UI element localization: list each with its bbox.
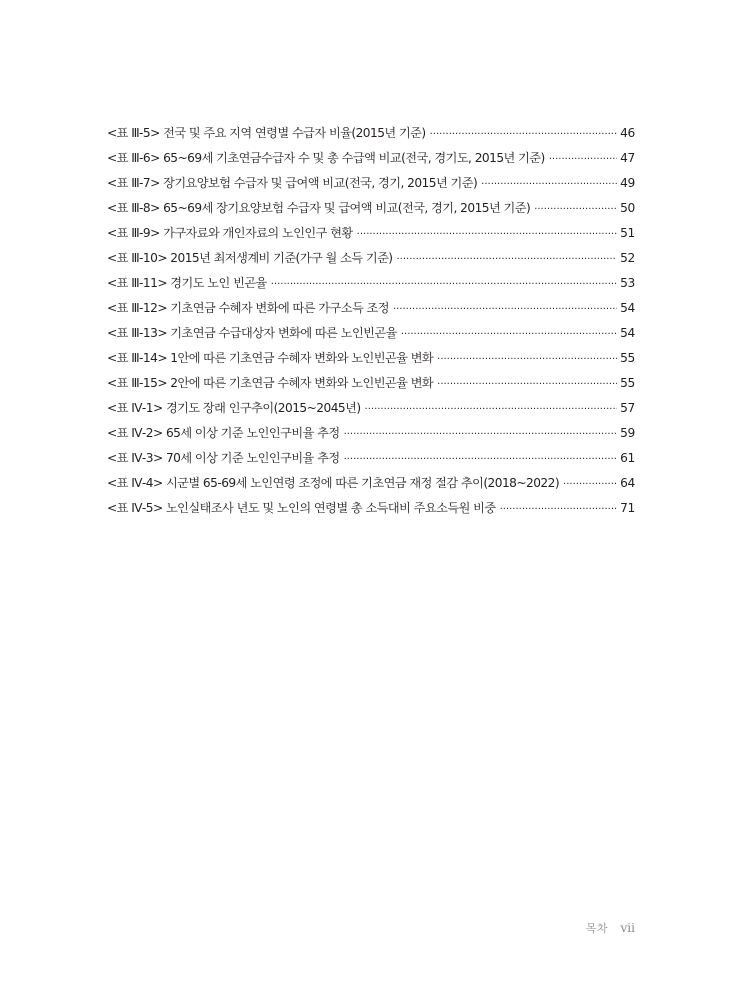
footer-section-title: 목차	[585, 922, 609, 935]
toc-entry[interactable]	[107, 346, 635, 371]
toc-dot-leader	[393, 297, 617, 322]
toc-entry-title: <표 Ⅲ-9> 가구자료와 개인자료의 노인인구 현황	[107, 226, 353, 240]
toc-dot-leader	[365, 397, 618, 422]
toc-entry-title: <표 Ⅲ-14> 1안에 따른 기초연금 수혜자 변화와 노인빈곤율 변화	[107, 351, 434, 365]
toc-entry-title: <표 Ⅲ-8> 65~69세 장기요양보험 수급자 및 급여액 비교(전국, 경기, 2015년 기준)	[107, 201, 531, 215]
toc-entry-page: 55	[620, 376, 635, 390]
toc-entry-title: <표 Ⅲ-15> 2안에 따른 기초연금 수혜자 변화와 노인빈곤율 변화	[107, 376, 434, 390]
toc-entry-page: 52	[620, 251, 635, 265]
footer-page-number: vii	[620, 921, 635, 935]
toc-entry-page: 57	[620, 401, 635, 415]
toc-entry[interactable]	[107, 396, 635, 421]
page-footer	[586, 920, 635, 936]
toc-entry-page: 49	[620, 176, 635, 190]
toc-entry-title: <표 Ⅳ-4> 시군별 65-69세 노인연령 조정에 따른 기초연금 재정 절감 추이(2018~2022)	[107, 476, 560, 490]
toc-dot-leader	[344, 447, 618, 472]
toc-entry[interactable]	[107, 271, 635, 296]
toc-dot-leader	[397, 247, 618, 272]
toc-dot-leader	[563, 472, 617, 497]
toc-entry[interactable]	[107, 221, 635, 246]
toc-entry-title: <표 Ⅳ-1> 경기도 장래 인구추이(2015~2045년)	[107, 401, 361, 415]
table-of-contents	[107, 121, 635, 521]
toc-dot-leader	[437, 347, 617, 372]
toc-entry[interactable]	[107, 196, 635, 221]
toc-dot-leader	[430, 122, 617, 147]
toc-entry-page: 54	[620, 326, 635, 340]
toc-entry[interactable]	[107, 146, 635, 171]
toc-dot-leader	[549, 147, 617, 172]
toc-entry[interactable]	[107, 446, 635, 471]
toc-entry[interactable]	[107, 371, 635, 396]
toc-entry-title: <표 Ⅲ-7> 장기요양보험 수급자 및 급여액 비교(전국, 경기, 2015년 기준)	[107, 176, 478, 190]
toc-dot-leader	[357, 222, 617, 247]
toc-dot-leader	[500, 497, 618, 522]
toc-entry-title: <표 Ⅲ-12> 기초연금 수혜자 변화에 따른 가구소득 조정	[107, 301, 389, 315]
toc-entry-title: <표 Ⅲ-13> 기초연금 수급대상자 변화에 따른 노인빈곤율	[107, 326, 397, 340]
toc-entry-title: <표 Ⅳ-5> 노인실태조사 년도 및 노인의 연령별 총 소득대비 주요소득원 비중	[107, 501, 496, 515]
toc-dot-leader	[344, 422, 618, 447]
toc-entry[interactable]	[107, 321, 635, 346]
toc-entry-page: 61	[620, 451, 635, 465]
toc-entry[interactable]	[107, 171, 635, 196]
toc-dot-leader	[437, 372, 617, 397]
toc-entry-page: 47	[620, 151, 635, 165]
toc-entry-page: 50	[620, 201, 635, 215]
toc-entry-page: 71	[620, 501, 635, 515]
toc-entry[interactable]	[107, 246, 635, 271]
toc-dot-leader	[401, 322, 617, 347]
toc-entry-title: <표 Ⅲ-5> 전국 및 주요 지역 연령별 수급자 비율(2015년 기준)	[107, 126, 426, 140]
toc-entry[interactable]	[107, 496, 635, 521]
toc-entry-page: 51	[620, 226, 635, 240]
toc-entry-page: 53	[620, 276, 635, 290]
toc-entry-title: <표 Ⅲ-6> 65~69세 기초연금수급자 수 및 총 수급액 비교(전국, 경기도, 2015년 기준)	[107, 151, 545, 165]
toc-entry-page: 54	[620, 301, 635, 315]
toc-entry-title: <표 Ⅳ-3> 70세 이상 기준 노인인구비율 추정	[107, 451, 340, 465]
toc-entry-title: <표 Ⅳ-2> 65세 이상 기준 노인인구비율 추정	[107, 426, 340, 440]
toc-entry-page: 64	[620, 476, 635, 490]
toc-entry-title: <표 Ⅲ-10> 2015년 최저생계비 기준(가구 월 소득 기준)	[107, 251, 393, 265]
toc-entry[interactable]	[107, 421, 635, 446]
toc-entry-page: 55	[620, 351, 635, 365]
toc-entry-page: 46	[620, 126, 635, 140]
toc-entry-page: 59	[620, 426, 635, 440]
toc-entry[interactable]	[107, 296, 635, 321]
toc-dot-leader	[271, 272, 617, 297]
toc-dot-leader	[481, 172, 617, 197]
toc-dot-leader	[534, 197, 617, 222]
toc-entry[interactable]	[107, 471, 635, 496]
toc-entry-title: <표 Ⅲ-11> 경기도 노인 빈곤율	[107, 276, 267, 290]
toc-entry[interactable]	[107, 121, 635, 146]
